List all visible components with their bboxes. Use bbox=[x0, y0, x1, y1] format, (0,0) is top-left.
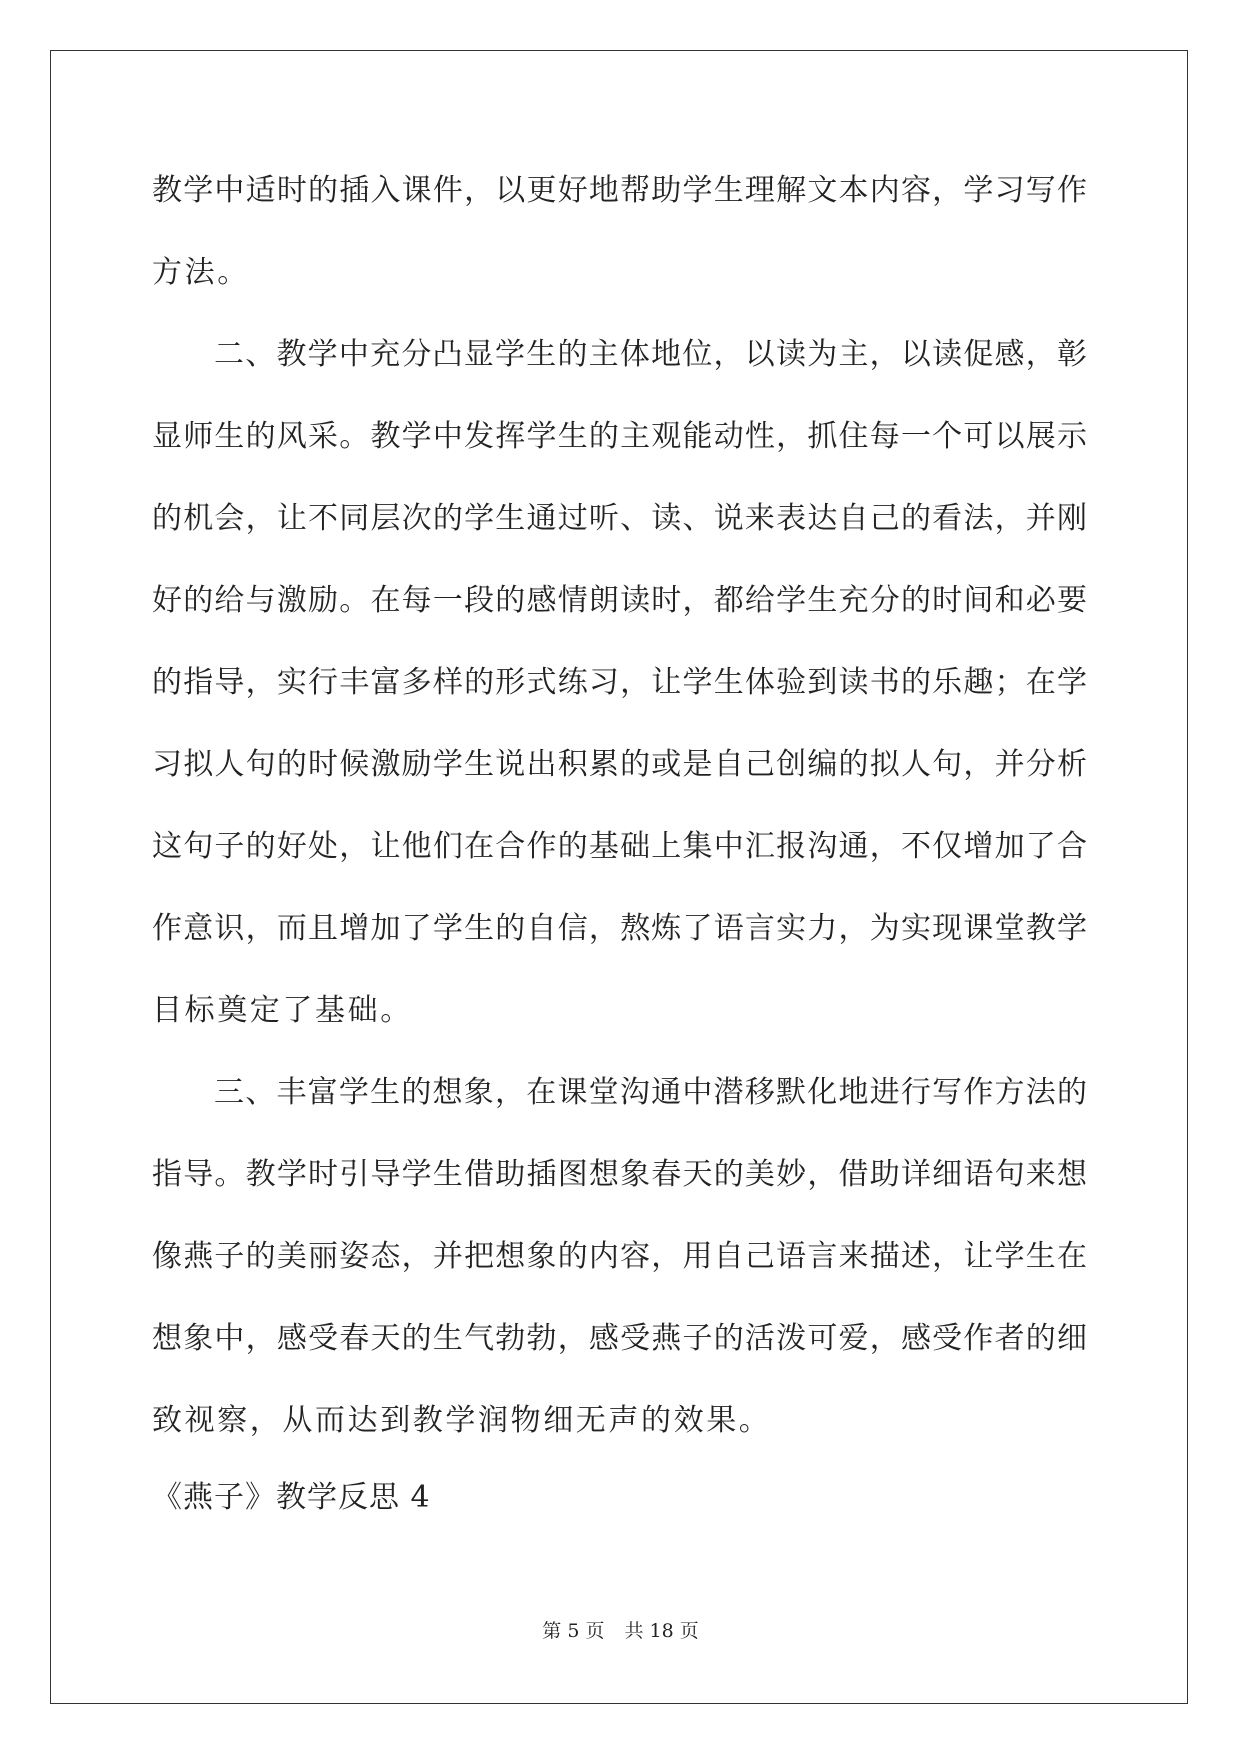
document-body bbox=[152, 150, 1087, 1534]
text-line-7: 的指导，实行丰富多样的形式练习，让学生体验到读书的乐趣；在学 bbox=[152, 665, 1087, 700]
text-line-6: 好的给与激励。在每一段的感情朗读时，都给学生充分的时间和必要 bbox=[152, 583, 1087, 618]
page-number: 第 5 页 bbox=[542, 1620, 605, 1642]
text-line-11: 目标奠定了基础。 bbox=[152, 993, 413, 1028]
text-line-1: 教学中适时的插入课件，以更好地帮助学生理解文本内容，学习写作 bbox=[152, 173, 1087, 208]
text-line-13: 指导。教学时引导学生借助插图想象春天的美妙，借助详细语句来想 bbox=[152, 1157, 1087, 1192]
text-line-10: 作意识，而且增加了学生的自信，熬炼了语言实力，为实现课堂教学 bbox=[152, 911, 1087, 946]
section-heading: 《燕子》教学反思 4 bbox=[152, 1480, 431, 1515]
text-line-16: 致视察，从而达到教学润物细无声的效果。 bbox=[152, 1403, 772, 1438]
text-line-5: 的机会，让不同层次的学生通过听、读、说来表达自己的看法，并刚 bbox=[152, 501, 1087, 536]
text-line-8: 习拟人句的时候激励学生说出积累的或是自己创编的拟人句，并分析 bbox=[152, 747, 1087, 782]
page-total: 共 18 页 bbox=[624, 1620, 699, 1642]
text-line-9: 这句子的好处，让他们在合作的基础上集中汇报沟通，不仅增加了合 bbox=[152, 829, 1087, 864]
text-line-3: 二、教学中充分凸显学生的主体地位，以读为主，以读促感，彰 bbox=[214, 337, 1087, 372]
text-line-15: 想象中，感受春天的生气勃勃，感受燕子的活泼可爱，感受作者的细 bbox=[152, 1321, 1087, 1356]
text-line-14: 像燕子的美丽姿态，并把想象的内容，用自己语言来描述，让学生在 bbox=[152, 1239, 1087, 1274]
text-line-12: 三、丰富学生的想象，在课堂沟通中潜移默化地进行写作方法的 bbox=[214, 1075, 1087, 1110]
page-footer bbox=[0, 1616, 1241, 1643]
text-line-4: 显师生的风采。教学中发挥学生的主观能动性，抓住每一个可以展示 bbox=[152, 419, 1087, 454]
text-line-2: 方法。 bbox=[152, 255, 250, 290]
